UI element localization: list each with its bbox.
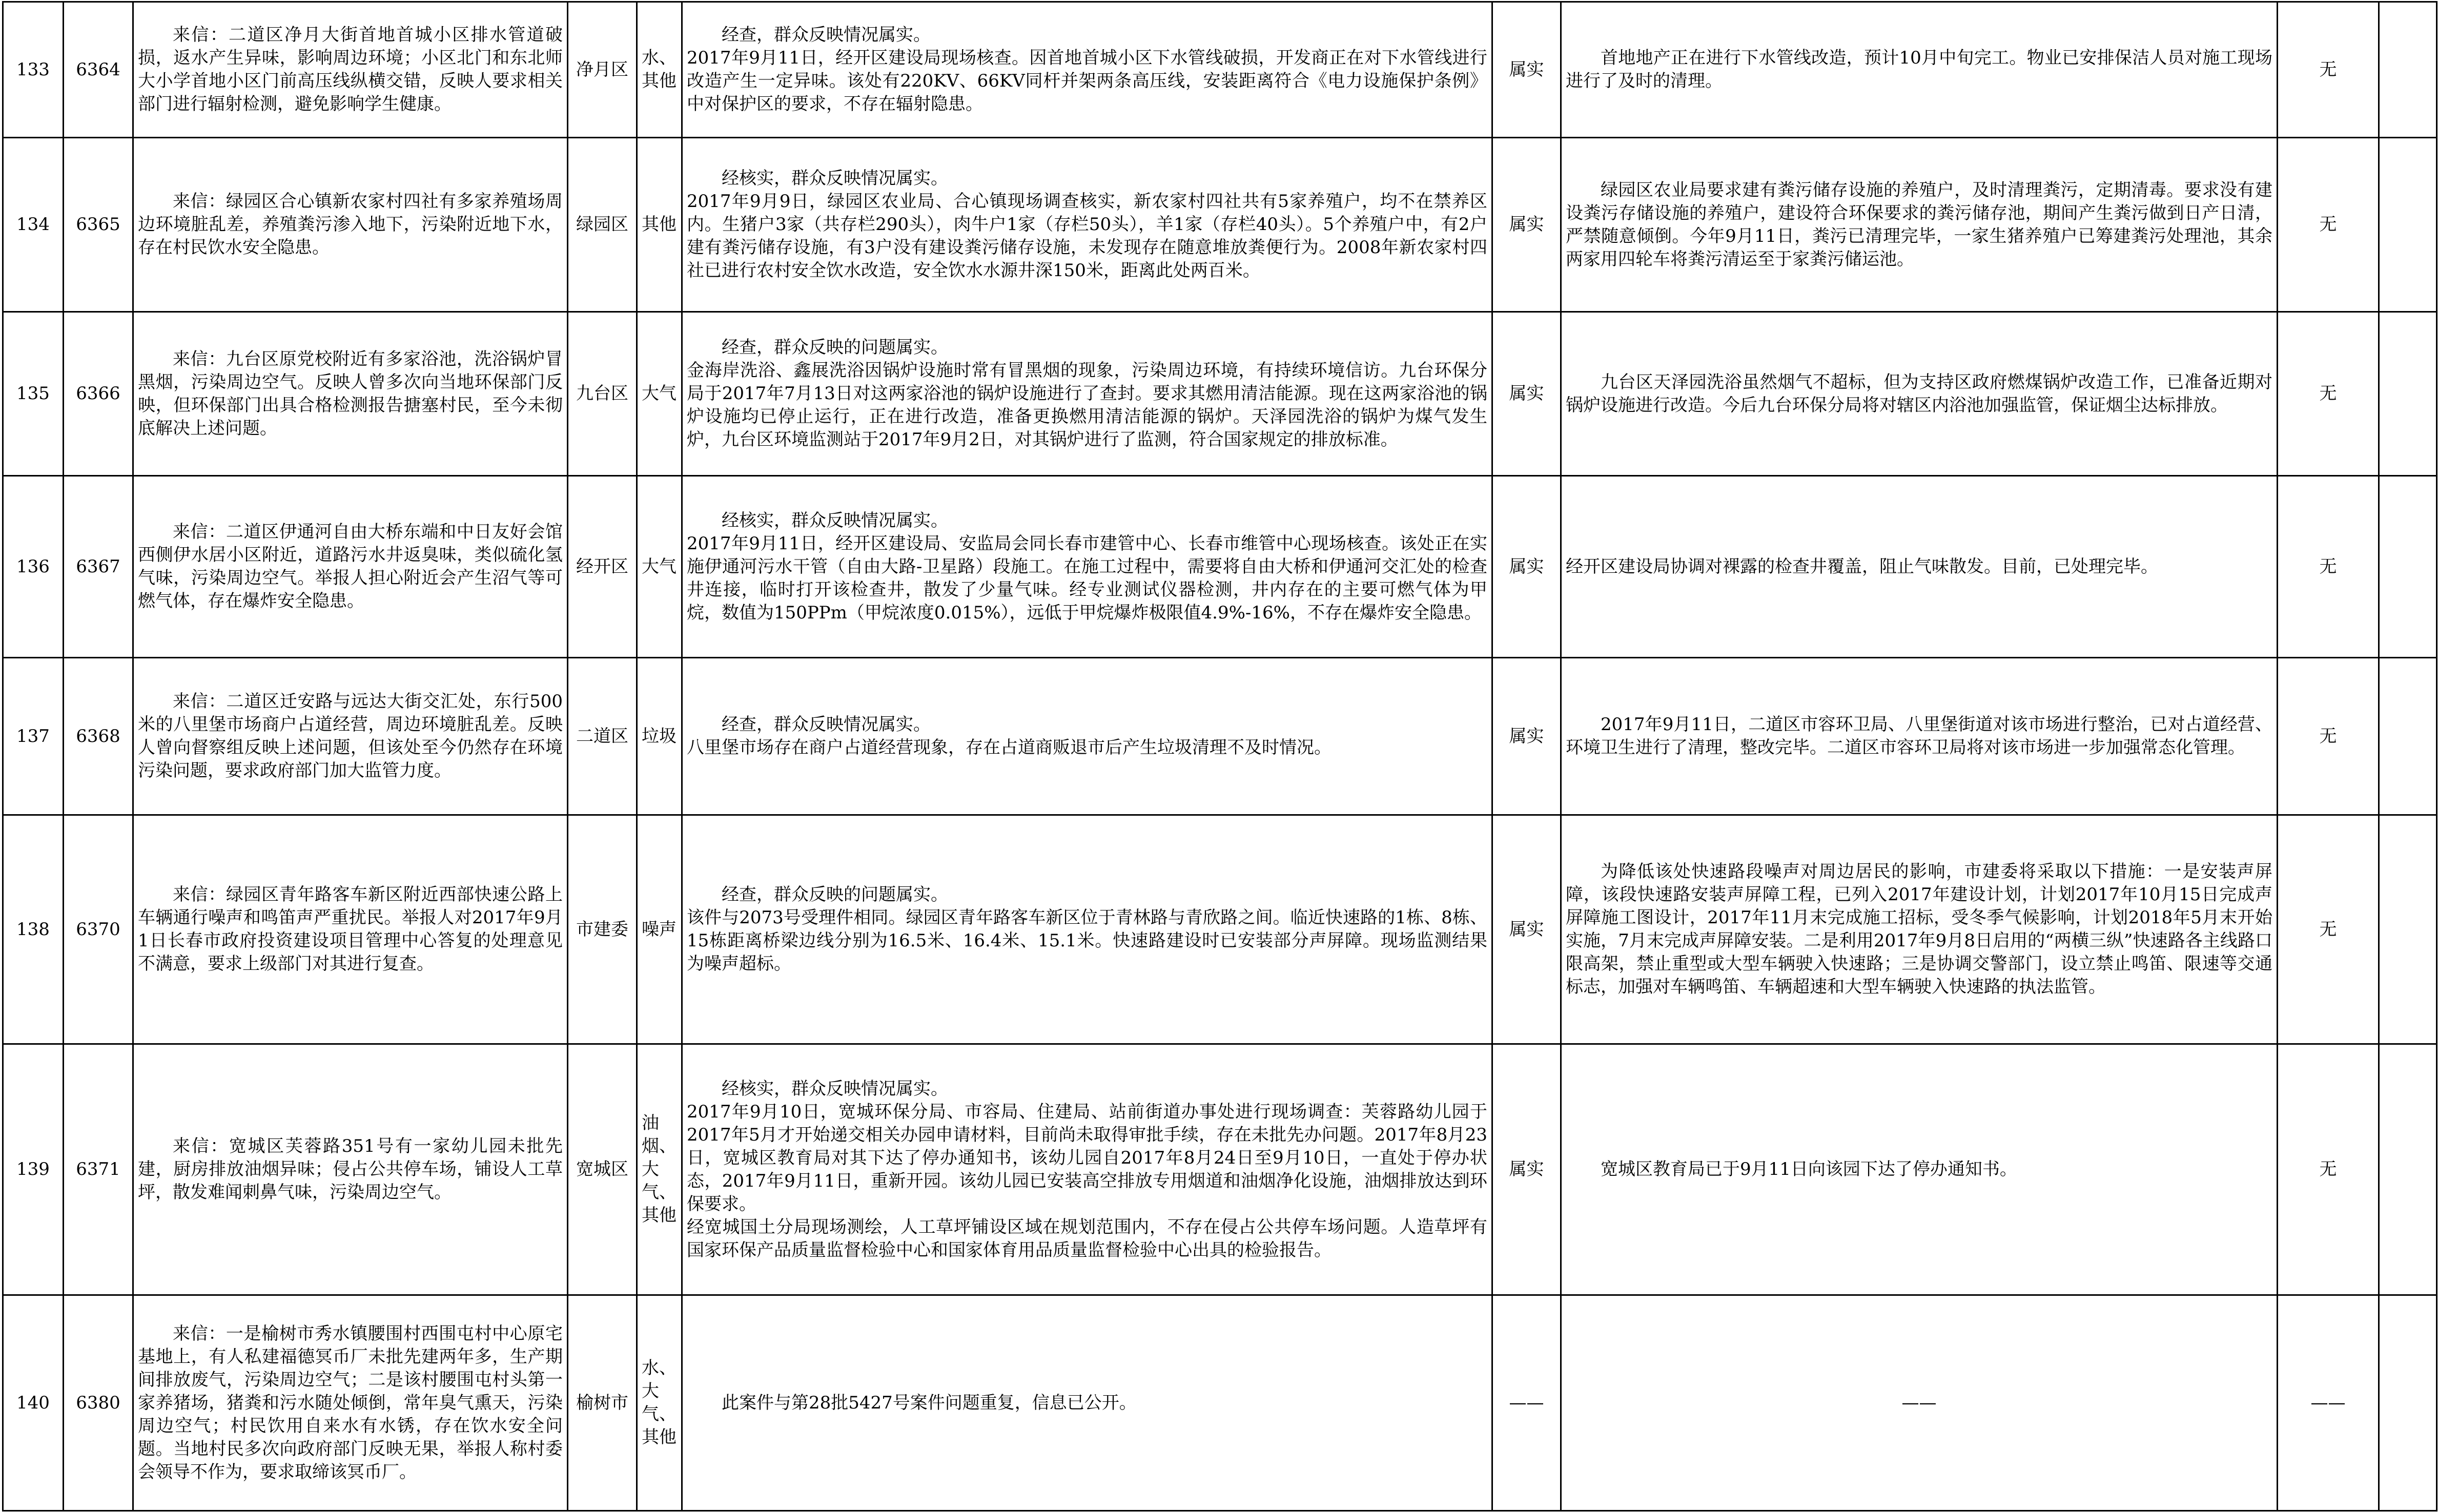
accountability-cell: 无 bbox=[2278, 312, 2379, 476]
seq-cell: 135 bbox=[3, 312, 64, 476]
table-body bbox=[3, 2, 2437, 1511]
seq-cell: 136 bbox=[3, 476, 64, 658]
district-cell: 绿园区 bbox=[568, 138, 637, 312]
verdict-cell: 属实 bbox=[1492, 2, 1561, 138]
table-row bbox=[3, 312, 2437, 476]
handling-text: 2017年9月11日，二道区市容环卫局、八里堡街道对该市场进行整治，已对占道经营、环境卫生进行了清理，整改完毕。二道区市容环卫局将对该市场进一步加强常态化管理。 bbox=[1566, 714, 2272, 758]
seq-cell: 138 bbox=[3, 815, 64, 1044]
investigation-text: 经核实，群众反映情况属实。 2017年9月10日，宽城环保分局、市容局、住建局、站前街道办事处进行现场调查：芙蓉路幼儿园于2017年5月才开始递交相关办园申请材料，目前尚未取得审批手续，存在未批先办问题。2017年8月23日，宽城区教育局对其下达了停办通知书，该幼儿园自2017年8月24日至9月10日，一直处于停办状态，2017年9月11日，重新开园。该幼儿园已安装高空排放专用烟道和油烟净化设施，油烟排放达到环保要求。 经宽城国土分局现场测绘，人工草坪铺设区域在规划范围内，不存在侵占公共停车场问题。人造草坪有国家环保产品质量监督检验中心和国家体育用品质量监督检验中心出具的检验报告。 bbox=[687, 1078, 1487, 1260]
extra-cell bbox=[2379, 312, 2437, 476]
complaint-cell bbox=[133, 658, 568, 815]
district-cell: 市建委 bbox=[568, 815, 637, 1044]
table-row bbox=[3, 476, 2437, 658]
seq-cell: 137 bbox=[3, 658, 64, 815]
seq-cell: 140 bbox=[3, 1295, 64, 1511]
complaint-cell bbox=[133, 1044, 568, 1295]
accountability-cell: 无 bbox=[2278, 2, 2379, 138]
category-cell: 垃圾 bbox=[637, 658, 682, 815]
handling-cell bbox=[1561, 658, 2278, 815]
investigation-text: 经查，群众反映情况属实。 2017年9月11日，经开区建设局现场核查。因首地首城小区下水管线破损，开发商正在对下水管线进行改造产生一定异味。该处有220KV、66KV同杆并架两条高压线，安装距离符合《电力设施保护条例》中对保护区的要求，不存在辐射隐患。 bbox=[687, 25, 1487, 114]
verdict-cell: 属实 bbox=[1492, 312, 1561, 476]
complaint-cell bbox=[133, 1295, 568, 1511]
handling-text: 九台区天泽园洗浴虽然烟气不超标，但为支持区政府燃煤锅炉改造工作，已准备近期对锅炉设施进行改造。今后九台环保分局将对辖区内浴池加强监管，保证烟尘达标排放。 bbox=[1566, 371, 2272, 416]
case-number-cell: 6371 bbox=[64, 1044, 133, 1295]
investigation-cell bbox=[682, 1295, 1492, 1511]
district-cell: 净月区 bbox=[568, 2, 637, 138]
complaint-text: 来信：二道区伊通河自由大桥东端和中日友好会馆西侧伊水居小区附近，道路污水井返臭味，类似硫化氢气味，污染周边空气。举报人担心附近会产生沼气等可燃气体，存在爆炸安全隐患。 bbox=[138, 522, 563, 611]
handling-cell bbox=[1561, 138, 2278, 312]
investigation-cell bbox=[682, 658, 1492, 815]
case-number-cell: 6380 bbox=[64, 1295, 133, 1511]
investigation-cell bbox=[682, 2, 1492, 138]
complaint-text: 来信：九台区原党校附近有多家浴池，洗浴锅炉冒黑烟，污染周边空气。反映人曾多次向当地环保部门反映，但环保部门出具合格检测报告搪塞村民，至今未彻底解决上述问题。 bbox=[138, 348, 563, 439]
seq-cell: 133 bbox=[3, 2, 64, 138]
category-cell: 油烟、大气、其他 bbox=[637, 1044, 682, 1295]
case-number-cell: 6365 bbox=[64, 138, 133, 312]
table-row bbox=[3, 815, 2437, 1044]
category-cell: 其他 bbox=[637, 138, 682, 312]
category-cell: 噪声 bbox=[637, 815, 682, 1044]
district-cell: 宽城区 bbox=[568, 1044, 637, 1295]
accountability-cell: 无 bbox=[2278, 138, 2379, 312]
investigation-cell bbox=[682, 1044, 1492, 1295]
complaint-text: 来信：宽城区芙蓉路351号有一家幼儿园未批先建，厨房排放油烟异味；侵占公共停车场，铺设人工草坪，散发难闻刺鼻气味，污染周边空气。 bbox=[138, 1136, 563, 1203]
table-row bbox=[3, 658, 2437, 815]
seq-cell: 134 bbox=[3, 138, 64, 312]
category-cell: 水、其他 bbox=[637, 2, 682, 138]
accountability-cell: 无 bbox=[2278, 476, 2379, 658]
verdict-cell: —— bbox=[1492, 1295, 1561, 1511]
handling-text: 经开区建设局协调对裸露的检查井覆盖，阻止气味散发。目前，已处理完毕。 bbox=[1566, 556, 2158, 577]
case-number-cell: 6368 bbox=[64, 658, 133, 815]
extra-cell bbox=[2379, 815, 2437, 1044]
investigation-text: 经查，群众反映情况属实。 八里堡市场存在商户占道经营现象，存在占道商贩退市后产生垃圾清理不及时情况。 bbox=[687, 714, 1331, 758]
extra-cell bbox=[2379, 1044, 2437, 1295]
complaint-text: 来信：二道区净月大街首地首城小区排水管道破损，返水产生异味，影响周边环境；小区北门和东北师大小学首地小区门前高压线纵横交错，反映人要求相关部门进行辐射检测，避免影响学生健康。 bbox=[138, 25, 563, 114]
extra-cell bbox=[2379, 1295, 2437, 1511]
case-table bbox=[2, 1, 2437, 1511]
handling-cell bbox=[1561, 1044, 2278, 1295]
handling-text: 首地地产正在进行下水管线改造，预计10月中旬完工。物业已安排保洁人员对施工现场进行了及时的清理。 bbox=[1566, 48, 2272, 91]
investigation-text: 经核实，群众反映情况属实。 2017年9月9日，绿园区农业局、合心镇现场调查核实，新农家村四社共有5家养殖户，均不在禁养区内。生猪户3家（共存栏290头），肉牛户1家（存栏50头），羊1家（存栏40头）。5个养殖户中，有2户建有粪污储存设施，有3户没有建设粪污储存设施，未发现存在随意堆放粪便行为。2008年新农家村四社已进行农村安全饮水改造，安全饮水水源井深150米，距离此处两百米。 bbox=[687, 168, 1487, 281]
category-cell: 水、大气、其他 bbox=[637, 1295, 682, 1511]
table-row bbox=[3, 1044, 2437, 1295]
district-cell: 二道区 bbox=[568, 658, 637, 815]
complaint-cell bbox=[133, 2, 568, 138]
complaint-cell bbox=[133, 815, 568, 1044]
handling-cell: —— bbox=[1561, 1295, 2278, 1511]
investigation-cell bbox=[682, 476, 1492, 658]
handling-text: 为降低该处快速路段噪声对周边居民的影响，市建委将采取以下措施：一是安装声屏障，该段快速路安装声屏障工程，已列入2017年建设计划，计划2017年10月15日完成声屏障施工图设计，2017年11月末完成施工招标，受冬季气候影响，计划2018年5月末开始实施，7月末完成声屏障安装。二是利用2017年9月8日启用的“两横三纵”快速路各主线路口限高架，禁止重型或大型车辆驶入快速路；三是协调交警部门，设立禁止鸣笛、限速等交通标志，加强对车辆鸣笛、车辆超速和大型车辆驶入快速路的执法监管。 bbox=[1566, 861, 2272, 997]
seq-cell: 139 bbox=[3, 1044, 64, 1295]
verdict-cell: 属实 bbox=[1492, 815, 1561, 1044]
case-number-cell: 6364 bbox=[64, 2, 133, 138]
district-cell: 榆树市 bbox=[568, 1295, 637, 1511]
accountability-cell: 无 bbox=[2278, 815, 2379, 1044]
case-number-cell: 6366 bbox=[64, 312, 133, 476]
case-number-cell: 6367 bbox=[64, 476, 133, 658]
table-row bbox=[3, 1295, 2437, 1511]
investigation-text: 经查，群众反映的问题属实。 金海岸洗浴、鑫展洗浴因锅炉设施时常有冒黑烟的现象，污染周边环境，有持续环境信访。九台环保分局于2017年7月13日对这两家浴池的锅炉设施进行了查封。要求其燃用清洁能源。现在这两家浴池的锅炉设施均已停止运行，正在进行改造，准备更换燃用清洁能源的锅炉。天泽园洗浴的锅炉为煤气发生炉，九台区环境监测站于2017年9月2日，对其锅炉进行了监测，符合国家规定的排放标准。 bbox=[687, 337, 1487, 450]
district-cell: 经开区 bbox=[568, 476, 637, 658]
complaint-cell bbox=[133, 312, 568, 476]
complaint-cell bbox=[133, 476, 568, 658]
handling-cell bbox=[1561, 815, 2278, 1044]
table-row bbox=[3, 138, 2437, 312]
investigation-text: 经核实，群众反映情况属实。 2017年9月11日，经开区建设局、安监局会同长春市建管中心、长春市维管中心现场核查。该处正在实施伊通河污水干管（自由大路-卫星路）段施工。在施工过程中，需要将自由大桥和伊通河交汇处的检查井连接，临时打开该检查井，散发了少量气味。经专业测试仪器检测，井内存在的主要可燃气体为甲烷，数值为150PPm（甲烷浓度0.015%），远低于甲烷爆炸极限值4.9%-16%，不存在爆炸安全隐患。 bbox=[687, 510, 1487, 623]
table-row bbox=[3, 2, 2437, 138]
investigation-text: 经查，群众反映的问题属实。 该件与2073号受理件相同。绿园区青年路客车新区位于青林路与青欣路之间。临近快速路的1栋、8栋、15栋距离桥梁边线分别为16.5米、16.4米、15.1米。快速路建设时已安装部分声屏障。现场监测结果为噪声超标。 bbox=[687, 884, 1487, 974]
verdict-cell: 属实 bbox=[1492, 476, 1561, 658]
accountability-cell: 无 bbox=[2278, 658, 2379, 815]
handling-cell bbox=[1561, 476, 2278, 658]
accountability-cell: 无 bbox=[2278, 1044, 2379, 1295]
complaint-text: 来信：绿园区青年路客车新区附近西部快速公路上车辆通行噪声和鸣笛声严重扰民。举报人对2017年9月1日长春市政府投资建设项目管理中心答复的处理意见不满意，要求上级部门对其进行复查。 bbox=[138, 884, 563, 974]
extra-cell bbox=[2379, 658, 2437, 815]
extra-cell bbox=[2379, 2, 2437, 138]
handling-cell bbox=[1561, 2, 2278, 138]
category-cell: 大气 bbox=[637, 312, 682, 476]
handling-text: 绿园区农业局要求建有粪污储存设施的养殖户，及时清理粪污，定期清毒。要求没有建设粪污存储设施的养殖户，建设符合环保要求的粪污储存池，期间产生粪污做到日产日清，严禁随意倾倒。今年9月11日，粪污已清理完毕，一家生猪养殖户已筹建粪污处理池，其余两家用四轮车将粪污清运至于家粪污储运池。 bbox=[1566, 179, 2272, 270]
extra-cell bbox=[2379, 138, 2437, 312]
investigation-cell bbox=[682, 312, 1492, 476]
district-cell: 九台区 bbox=[568, 312, 637, 476]
investigation-text: 此案件与第28批5427号案件问题重复，信息已公开。 bbox=[722, 1392, 1137, 1413]
accountability-cell: —— bbox=[2278, 1295, 2379, 1511]
case-number-cell: 6370 bbox=[64, 815, 133, 1044]
verdict-cell: 属实 bbox=[1492, 1044, 1561, 1295]
verdict-cell: 属实 bbox=[1492, 658, 1561, 815]
category-cell: 大气 bbox=[637, 476, 682, 658]
extra-cell bbox=[2379, 476, 2437, 658]
complaint-text: 来信：一是榆树市秀水镇腰围村西围屯村中心原宅基地上，有人私建福德冥币厂未批先建两年多，生产期间排放废气，污染周边空气；二是该村腰围屯村头第一家养猪场，猪粪和污水随处倾倒，常年臭气熏天，污染周边空气；村民饮用自来水有水锈，存在饮水安全问题。当地村民多次向政府部门反映无果，举报人称村委会领导不作为，要求取缔该冥币厂。 bbox=[138, 1323, 563, 1482]
investigation-cell bbox=[682, 138, 1492, 312]
handling-text: 宽城区教育局已于9月11日向该园下达了停办通知书。 bbox=[1601, 1159, 2017, 1179]
verdict-cell: 属实 bbox=[1492, 138, 1561, 312]
handling-cell bbox=[1561, 312, 2278, 476]
complaint-cell bbox=[133, 138, 568, 312]
investigation-cell bbox=[682, 815, 1492, 1044]
complaint-text: 来信：二道区迁安路与远达大街交汇处，东行500米的八里堡市场商户占道经营，周边环境脏乱差。反映人曾向督察组反映上述问题，但该处至今仍然存在环境污染问题，要求政府部门加大监管力度。 bbox=[138, 691, 563, 781]
complaint-text: 来信：绿园区合心镇新农家村四社有多家养殖场周边环境脏乱差，养殖粪污渗入地下，污染附近地下水，存在村民饮水安全隐患。 bbox=[138, 191, 563, 258]
